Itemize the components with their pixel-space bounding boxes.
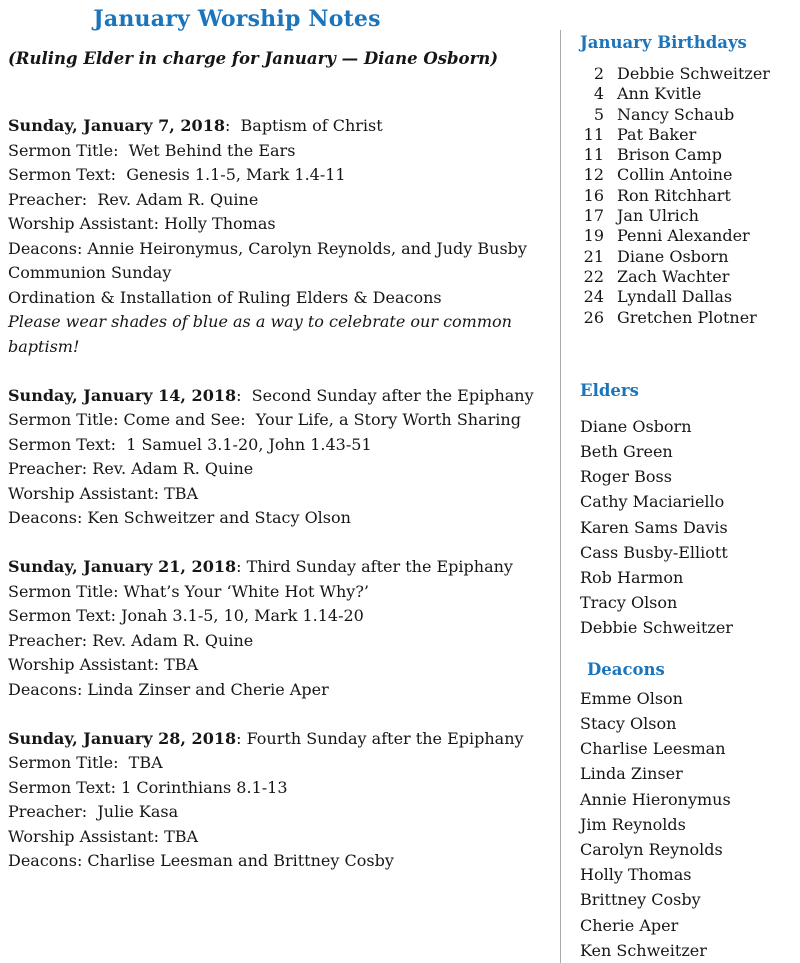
- service-detail-line: Sermon Title: TBA: [8, 753, 163, 772]
- birthday-name: Pat Baker: [617, 124, 697, 144]
- service-detail-line: Sermon Text: Genesis 1.1-5, Mark 1.4-11: [8, 165, 346, 184]
- elders-heading: Elders: [580, 380, 639, 400]
- elder-name: Roger Boss: [580, 467, 672, 487]
- deacon-name: Emme Olson: [580, 688, 683, 708]
- service-date-line: [8, 114, 556, 139]
- service-date-line: [8, 384, 556, 409]
- worship-services-list: [8, 114, 556, 874]
- birthday-row: [580, 105, 796, 125]
- birthday-day: 5: [593, 104, 604, 124]
- birthday-day: 11: [583, 124, 604, 144]
- service-detail-line: Worship Assistant: TBA: [8, 826, 199, 846]
- service-detail-line: Communion Sunday: [8, 263, 172, 282]
- birthday-name: Zach Wachter: [617, 266, 730, 286]
- service-date: Sunday, January 21, 2018: [8, 557, 237, 576]
- deacons-heading: Deacons: [587, 659, 665, 679]
- birthday-row: [580, 145, 796, 165]
- service-detail-line: Ordination & Installation of Ruling Elders & Deacons: [8, 287, 442, 307]
- service-detail-line: Preacher: Rev. Adam R. Quine: [8, 459, 254, 478]
- service-date-suffix: : Baptism of Christ: [224, 116, 383, 135]
- service-date: Sunday, January 28, 2018: [8, 728, 237, 748]
- service-detail-line: Preacher: Rev. Adam R. Quine: [8, 189, 259, 209]
- birthday-name: Gretchen Plotner: [617, 307, 757, 327]
- service-detail-line: Deacons: Charlise Leesman and Brittney Cosby: [8, 851, 394, 870]
- elder-name: Diane Osborn: [580, 416, 692, 436]
- birthday-row: [580, 125, 796, 145]
- service-note: Please wear shades of blue as a way to celebrate our common baptism!: [8, 312, 518, 356]
- birthday-day: 4: [593, 84, 604, 104]
- birthday-row: [580, 186, 796, 206]
- deacon-name: Ken Schweitzer: [580, 940, 707, 960]
- ruling-elder-subtitle: (Ruling Elder in charge for January — Diane Osborn): [8, 49, 499, 68]
- deacon-name: Carolyn Reynolds: [580, 839, 723, 859]
- service-detail-line: Sermon Title: Come and See: Your Life, a Story Worth Sharing: [8, 410, 521, 429]
- service-section: [8, 727, 556, 874]
- service-detail-line: Deacons: Ken Schweitzer and Stacy Olson: [8, 508, 351, 527]
- deacon-name: Holly Thomas: [580, 865, 692, 885]
- birthday-day: 2: [593, 64, 604, 83]
- birthdays-heading: January Birthdays: [580, 33, 747, 52]
- service-date-suffix: : Fourth Sunday after the Epiphany: [236, 728, 524, 748]
- service-detail-line: Preacher: Rev. Adam R. Quine: [8, 630, 254, 650]
- service-date-line: [8, 727, 556, 752]
- deacon-name: Linda Zinser: [580, 764, 683, 784]
- sidebar: [561, 0, 800, 963]
- service-detail-line: Sermon Text: 1 Corinthians 8.1-13: [8, 777, 288, 797]
- birthday-name: Nancy Schaub: [617, 104, 735, 124]
- service-detail-line: Worship Assistant: Holly Thomas: [8, 214, 276, 233]
- birthday-row: [580, 165, 796, 185]
- birthday-day: 16: [583, 185, 604, 205]
- service-date: Sunday, January 7, 2018: [8, 116, 225, 135]
- elder-name: Rob Harmon: [580, 568, 684, 588]
- elder-name: Debbie Schweitzer: [580, 618, 733, 638]
- birthday-name: Brison Camp: [617, 145, 722, 165]
- elder-name: Cass Busby-Elliott: [580, 542, 728, 562]
- service-section: [8, 384, 556, 531]
- birthday-day: 12: [583, 165, 604, 185]
- birthday-name: Ron Ritchhart: [617, 185, 731, 205]
- service-detail-line: Preacher: Julie Kasa: [8, 802, 179, 821]
- service-date-suffix: : Third Sunday after the Epiphany: [236, 557, 513, 576]
- service-detail-line: Deacons: Linda Zinser and Cherie Aper: [8, 679, 329, 699]
- deacon-name: Cherie Aper: [580, 915, 679, 935]
- birthday-day: 22: [583, 266, 604, 286]
- birthday-name: Lyndall Dallas: [617, 287, 733, 307]
- page-title: January Worship Notes: [93, 6, 381, 32]
- birthday-name: Collin Antoine: [617, 165, 733, 185]
- service-detail-line: Deacons: Annie Heironymus, Carolyn Reynolds, and Judy Busby: [8, 238, 527, 258]
- elder-name: Beth Green: [580, 442, 673, 462]
- birthday-name: Ann Kvitle: [617, 84, 702, 104]
- deacons-list: [580, 686, 796, 963]
- service-detail-line: Sermon Text: Jonah 3.1-5, 10, Mark 1.14-20: [8, 606, 364, 625]
- deacon-name: Charlise Leesman: [580, 739, 726, 759]
- birthday-name: Jan Ulrich: [617, 206, 699, 226]
- birthday-row: [580, 64, 796, 84]
- birthday-name: Penni Alexander: [617, 226, 750, 246]
- birthday-day: 11: [583, 145, 604, 165]
- service-section: [8, 114, 556, 359]
- birthday-day: 21: [583, 246, 604, 266]
- elder-name: Cathy Maciariello: [580, 492, 725, 512]
- elders-list: [580, 414, 796, 641]
- deacon-name: Stacy Olson: [580, 713, 677, 733]
- service-detail-line: Worship Assistant: TBA: [8, 483, 199, 503]
- birthday-day: 19: [583, 226, 604, 246]
- birthday-row: [580, 226, 796, 246]
- elder-name: Tracy Olson: [580, 593, 678, 613]
- service-detail-line: Sermon Text: 1 Samuel 3.1-20, John 1.43-51: [8, 434, 372, 454]
- birthday-day: 17: [583, 206, 604, 226]
- birthdays-list: [580, 64, 796, 328]
- birthday-day: 24: [583, 287, 604, 307]
- birthday-row: [580, 247, 796, 267]
- birthday-name: Debbie Schweitzer: [617, 64, 770, 83]
- service-detail-line: Worship Assistant: TBA: [8, 655, 199, 674]
- deacon-name: Annie Hieronymus: [580, 789, 731, 809]
- service-detail-line: Sermon Title: What’s Your ‘White Hot Why?’: [8, 581, 369, 601]
- deacon-name: Brittney Cosby: [580, 890, 701, 910]
- elder-name: Karen Sams Davis: [580, 517, 728, 537]
- service-detail-line: Sermon Title: Wet Behind the Ears: [8, 140, 296, 160]
- birthday-name: Diane Osborn: [617, 246, 729, 266]
- service-section: [8, 555, 556, 702]
- birthday-row: [580, 267, 796, 287]
- birthday-day: 26: [583, 307, 604, 327]
- deacon-name: Jim Reynolds: [580, 814, 686, 834]
- service-date-suffix: : Second Sunday after the Epiphany: [236, 385, 534, 405]
- service-date-line: [8, 555, 556, 580]
- birthday-row: [580, 206, 796, 226]
- service-date: Sunday, January 14, 2018: [8, 385, 237, 405]
- birthday-row: [580, 84, 796, 104]
- birthday-row: [580, 287, 796, 307]
- birthday-row: [580, 308, 796, 328]
